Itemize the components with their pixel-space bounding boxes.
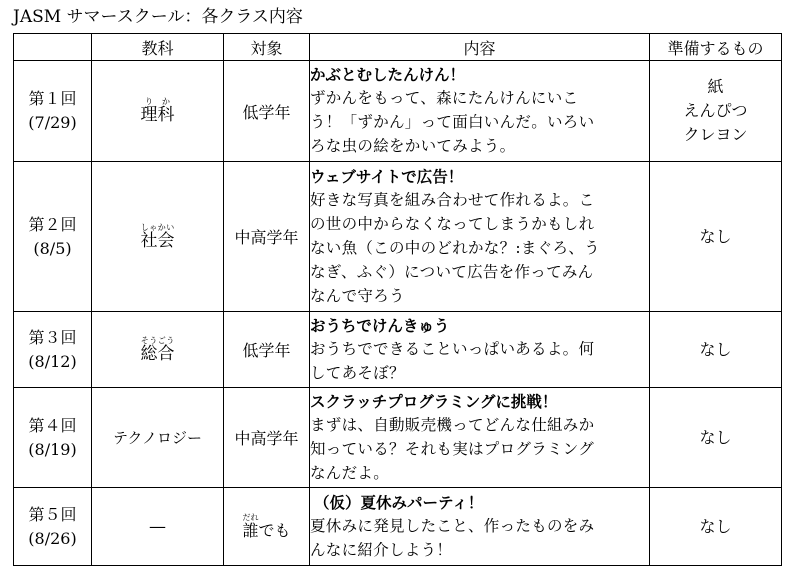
content-line: なんだよ。 <box>310 463 390 482</box>
header-content: 内容 <box>310 34 650 61</box>
subject-ruby: りか <box>140 97 175 106</box>
content-cell <box>310 162 650 312</box>
session-number: 第４回 <box>28 415 77 435</box>
session-cell <box>14 388 92 488</box>
content-body <box>310 188 649 308</box>
items-cell <box>650 312 782 388</box>
session-number: 第２回 <box>28 214 77 234</box>
content-title: ウェブサイトで広告！ <box>310 167 464 186</box>
content-cell <box>310 488 650 566</box>
item-text: なし <box>699 516 732 536</box>
header-subject: 教科 <box>92 34 224 61</box>
subject-cell <box>92 488 224 566</box>
session-number: 第３回 <box>28 327 77 347</box>
header-row <box>14 34 782 61</box>
target-kanji: 誰 <box>242 520 259 540</box>
subject-cell <box>92 312 224 388</box>
table-row <box>14 488 782 566</box>
session-cell <box>14 61 92 162</box>
session-number: 第１回 <box>28 89 77 108</box>
session-date: (7/29) <box>28 113 77 132</box>
subject-name: — <box>149 516 166 537</box>
table-row <box>14 61 782 162</box>
session-cell <box>14 162 92 312</box>
header-cell-blank <box>14 34 92 61</box>
target-kana: でも <box>258 520 291 540</box>
subject-name: テクノロジー <box>112 429 203 447</box>
items-cell <box>650 388 782 488</box>
content-line: ない魚（この中のどれかな？:まぐろ、う <box>310 238 600 257</box>
table-row <box>14 388 782 488</box>
target-cell: 中高学年 <box>224 162 310 312</box>
item-text: 紙 <box>707 77 724 96</box>
content-line: んなに紹介しよう！ <box>310 540 453 559</box>
content-line: なんで守ろう <box>310 286 405 305</box>
content-line: ろな虫の絵をかいてみよう。 <box>310 137 516 155</box>
content-line: 夏休みに発見したこと、作ったものをみ <box>310 516 595 535</box>
items-cell <box>650 162 782 312</box>
target-cell <box>224 488 310 566</box>
content-line: う！「ずかん」って面白いんだ。いろい <box>310 113 595 131</box>
subject-cell <box>92 162 224 312</box>
header-target: 対象 <box>224 34 310 61</box>
content-line: ずかんをもって、森にたんけんにいこ <box>310 89 579 107</box>
session-cell <box>14 312 92 388</box>
content-cell <box>310 312 650 388</box>
header-items: 準備するもの <box>650 34 782 61</box>
content-body <box>310 86 649 158</box>
subject-cell <box>92 61 224 162</box>
content-body <box>310 337 649 385</box>
item-text: なし <box>699 339 732 359</box>
target-cell: 中高学年 <box>224 388 310 488</box>
session-date: (8/5) <box>33 238 72 258</box>
session-date: (8/19) <box>28 439 77 459</box>
item-text: なし <box>699 427 732 447</box>
subject-name: 総合 <box>140 343 175 364</box>
content-title: おうちでけんきゅう <box>310 316 450 335</box>
session-cell <box>14 488 92 566</box>
class-schedule-table <box>13 33 782 566</box>
table-row <box>14 312 782 388</box>
items-cell <box>650 488 782 566</box>
content-line: してあそぼ？ <box>310 363 405 382</box>
content-title: （仮）夏休みパーティ！ <box>314 493 484 512</box>
session-date: (8/12) <box>28 351 77 371</box>
items-cell <box>650 61 782 162</box>
content-line: おうちでできることいっぱいあるよ。何 <box>310 339 595 358</box>
target-cell: 低学年 <box>224 312 310 388</box>
content-body <box>310 413 649 485</box>
content-line: の世の中からなくなってしまうかもしれ <box>310 214 595 233</box>
content-title: かぶとむしたんけん！ <box>310 66 466 84</box>
content-line: 知っている？それも実はプログラミング <box>310 439 595 458</box>
target-cell: 低学年 <box>224 61 310 162</box>
table-row <box>14 162 782 312</box>
content-body <box>310 514 649 562</box>
document-title: JASM サマースクール：各クラス内容 <box>13 7 303 27</box>
session-date: (8/26) <box>28 528 77 548</box>
subject-cell <box>92 388 224 488</box>
item-text: クレヨン <box>683 125 748 144</box>
content-line: 好きな写真を組み合わせて作れるよ。こ <box>310 190 595 209</box>
content-line: なぎ、ふぐ）について広告を作ってみん <box>310 262 594 281</box>
session-number: 第５回 <box>28 504 77 524</box>
subject-ruby: そうごう <box>140 335 175 345</box>
subject-name: 理科 <box>140 105 175 125</box>
content-title: スクラッチプログラミングに挑戦！ <box>310 392 558 411</box>
content-cell <box>310 61 650 162</box>
target-ruby: だれ <box>242 512 259 522</box>
content-cell <box>310 388 650 488</box>
subject-name: 社会 <box>140 230 175 251</box>
content-line: まずは、自動販売機ってどんな仕組みか <box>310 415 595 434</box>
item-text: えんぴつ <box>683 101 748 120</box>
subject-ruby: しゃかい <box>140 222 175 232</box>
item-text: なし <box>699 226 732 246</box>
